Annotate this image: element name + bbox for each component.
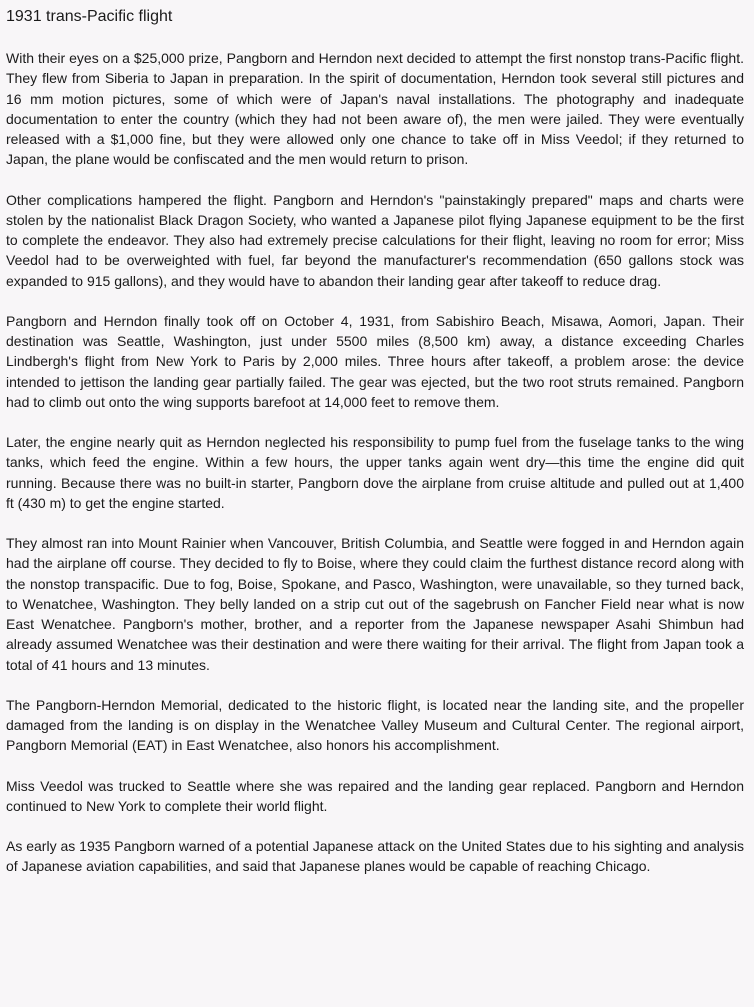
- paragraph-prize-attempt: With their eyes on a $25,000 prize, Pangborn and Herndon next decided to attempt the first nonstop trans-Pacific flight. They flew from Siberia to Japan in preparation. In the spirit of documentation, Herndon took several still pictures and 16 mm motion pictures, some of which were of Japan's naval installations. The photography and inadequate documentation to enter the country (which they had not been aware of), the men were jailed. They were eventually released with a $1,000 fine, but they were allowed only one chance to take off in Miss Veedol; if they returned to Japan, the plane would be confiscated and the men would return to prison.: [6, 50, 744, 168]
- paragraph-engine-trouble: Later, the engine nearly quit as Herndon neglected his responsibility to pump fuel from the fuselage tanks to the wing tanks, which feed the engine. Within a few hours, the upper tanks again went dry—this time the engine did quit running. Because there was no built-in starter, Pangborn dove the airplane from cruise altitude and pulled out at 1,400 ft (430 m) to get the engine started.: [6, 434, 744, 511]
- paragraph-warning: As early as 1935 Pangborn warned of a potential Japanese attack on the United States due to his sighting and analysis of Japanese aviation capabilities, and said that Japanese planes would be capable of reaching Chicago.: [6, 838, 744, 875]
- article-title: 1931 trans-Pacific flight: [6, 8, 173, 25]
- paragraph-complications: Other complications hampered the flight. Pangborn and Herndon's "painstakingly prepared" maps and charts were stolen by the nationalist Black Dragon Society, who wanted a Japanese pilot flying Japanese equipment to be the first to complete the endeavor. They also had extremely precise calculations for their flight, leaving no room for error; Miss Veedol had to be overweighted with fuel, far beyond the manufacturer's recommendation (650 gallons stock was expanded to 915 gallons), and they would have to abandon their landing gear after takeoff to reduce drag.: [6, 191, 744, 289]
- paragraph-takeoff: Pangborn and Herndon finally took off on October 4, 1931, from Sabishiro Beach, Misawa, Aomori, Japan. Their destination was Seattle, Washington, just under 5500 miles (8,500 km) away, a distance exceeding Charles Lindbergh's flight from New York to Paris by 2,000 miles. Three hours after takeoff, a problem arose: the device intended to jettison the landing gear partially failed. The gear was ejected, but the two root struts remained. Pangborn had to climb out onto the wing supports barefoot at 14,000 feet to remove them.: [6, 312, 744, 410]
- paragraph-landing: They almost ran into Mount Rainier when Vancouver, British Columbia, and Seattle were fogged in and Herndon again had the airplane off course. They decided to fly to Boise, where they could claim the furthest distance record along with the nonstop transpacific. Due to fog, Boise, Spokane, and Pasco, Washington, were unavailable, so they turned back, to Wenatchee, Washington. They belly landed on a strip cut out of the sagebrush on Fancher Field near what is now East Wenatchee. Pangborn's mother, brother, and a reporter from the Japanese newspaper Asahi Shimbun had already assumed Wenatchee was their destination and were there waiting for their arrival. The flight from Japan took a total of 41 hours and 13 minutes.: [6, 535, 744, 673]
- paragraph-repair: Miss Veedol was trucked to Seattle where she was repaired and the landing gear replaced. Pangborn and Herndon continued to New York to complete their world flight.: [6, 777, 744, 814]
- paragraph-memorial: The Pangborn-Herndon Memorial, dedicated to the historic flight, is located near the landing site, and the propeller damaged from the landing is on display in the Wenatchee Valley Museum and Cultural Center. The regional airport, Pangborn Memorial (EAT) in East Wenatchee, also honors his accomplishment.: [6, 696, 744, 754]
